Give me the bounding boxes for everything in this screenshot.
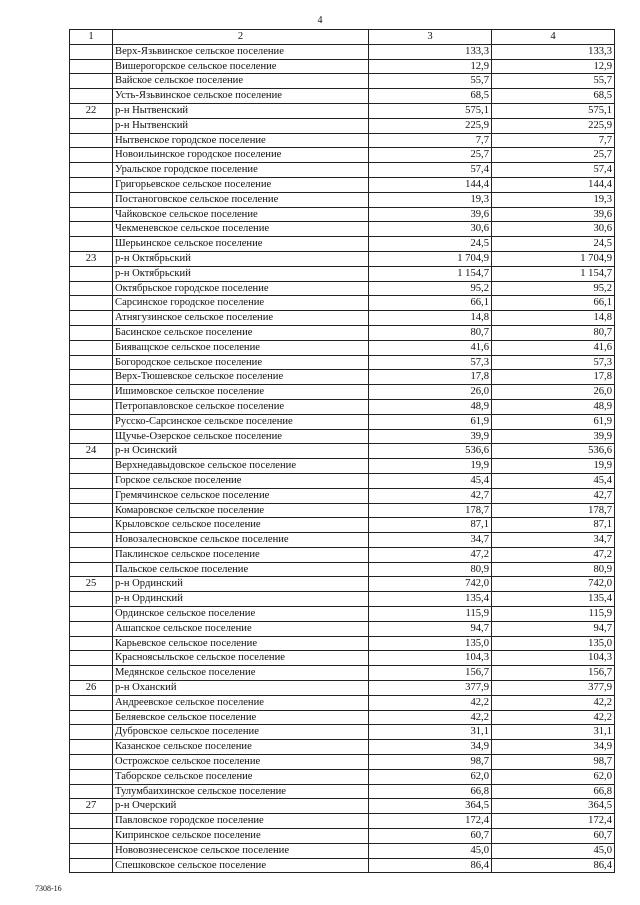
value-cell-3: 536,6 bbox=[369, 444, 492, 459]
table-row bbox=[70, 207, 615, 222]
table-row bbox=[70, 814, 615, 829]
table-row bbox=[70, 488, 615, 503]
row-number-cell bbox=[70, 547, 113, 562]
value-cell-4: 80,7 bbox=[492, 325, 615, 340]
name-cell: р-н Очерский bbox=[113, 799, 369, 814]
row-number-cell: 24 bbox=[70, 444, 113, 459]
value-cell-4: 24,5 bbox=[492, 237, 615, 252]
table-row bbox=[70, 89, 615, 104]
name-cell: Шерьинское сельское поселение bbox=[113, 237, 369, 252]
value-cell-4: 31,1 bbox=[492, 725, 615, 740]
row-number-cell bbox=[70, 843, 113, 858]
row-number-cell bbox=[70, 829, 113, 844]
value-cell-3: 41,6 bbox=[369, 340, 492, 355]
table-row bbox=[70, 281, 615, 296]
value-cell-4: 62,0 bbox=[492, 769, 615, 784]
value-cell-3: 135,0 bbox=[369, 636, 492, 651]
value-cell-4: 133,3 bbox=[492, 44, 615, 59]
value-cell-4: 156,7 bbox=[492, 666, 615, 681]
name-cell: Сарсинское городское поселение bbox=[113, 296, 369, 311]
name-cell: Красноясыльское сельское поселение bbox=[113, 651, 369, 666]
row-number-cell bbox=[70, 518, 113, 533]
value-cell-4: 104,3 bbox=[492, 651, 615, 666]
name-cell: р-н Октябрьский bbox=[113, 251, 369, 266]
value-cell-3: 17,8 bbox=[369, 370, 492, 385]
value-cell-3: 34,7 bbox=[369, 533, 492, 548]
table-row bbox=[70, 710, 615, 725]
value-cell-4: 98,7 bbox=[492, 755, 615, 770]
table-row bbox=[70, 607, 615, 622]
name-cell: Новоильинское городское поселение bbox=[113, 148, 369, 163]
name-cell: Атнягузинское сельское поселение bbox=[113, 311, 369, 326]
name-cell: Чекменевское сельское поселение bbox=[113, 222, 369, 237]
name-cell: Русско-Сарсинское сельское поселение bbox=[113, 414, 369, 429]
name-cell: Медянское сельское поселение bbox=[113, 666, 369, 681]
value-cell-4: 17,8 bbox=[492, 370, 615, 385]
row-number-cell bbox=[70, 281, 113, 296]
value-cell-3: 45,4 bbox=[369, 473, 492, 488]
name-cell: р-н Оханский bbox=[113, 681, 369, 696]
value-cell-4: 1 704,9 bbox=[492, 251, 615, 266]
row-number-cell bbox=[70, 355, 113, 370]
name-cell: Щучье-Озерское сельское поселение bbox=[113, 429, 369, 444]
value-cell-3: 47,2 bbox=[369, 547, 492, 562]
table-row bbox=[70, 681, 615, 696]
value-cell-4: 39,6 bbox=[492, 207, 615, 222]
name-cell: р-н Осинский bbox=[113, 444, 369, 459]
value-cell-4: 45,0 bbox=[492, 843, 615, 858]
name-cell: Казанское сельское поселение bbox=[113, 740, 369, 755]
value-cell-3: 172,4 bbox=[369, 814, 492, 829]
row-number-cell bbox=[70, 177, 113, 192]
value-cell-3: 42,2 bbox=[369, 695, 492, 710]
row-number-cell bbox=[70, 148, 113, 163]
row-number-cell bbox=[70, 266, 113, 281]
name-cell: Таборское сельское поселение bbox=[113, 769, 369, 784]
budget-table bbox=[69, 29, 615, 873]
value-cell-3: 45,0 bbox=[369, 843, 492, 858]
row-number-cell bbox=[70, 858, 113, 873]
table-row bbox=[70, 562, 615, 577]
value-cell-3: 24,5 bbox=[369, 237, 492, 252]
name-cell: р-н Нытвенский bbox=[113, 103, 369, 118]
value-cell-4: 39,9 bbox=[492, 429, 615, 444]
value-cell-4: 12,9 bbox=[492, 59, 615, 74]
name-cell: Гремячинское сельское поселение bbox=[113, 488, 369, 503]
value-cell-3: 30,6 bbox=[369, 222, 492, 237]
name-cell: р-н Октябрьский bbox=[113, 266, 369, 281]
value-cell-4: 30,6 bbox=[492, 222, 615, 237]
table-row bbox=[70, 385, 615, 400]
value-cell-3: 87,1 bbox=[369, 518, 492, 533]
row-number-cell bbox=[70, 192, 113, 207]
table-row bbox=[70, 355, 615, 370]
value-cell-3: 14,8 bbox=[369, 311, 492, 326]
value-cell-4: 95,2 bbox=[492, 281, 615, 296]
value-cell-3: 62,0 bbox=[369, 769, 492, 784]
value-cell-3: 48,9 bbox=[369, 399, 492, 414]
name-cell: Беляевское сельское поселение bbox=[113, 710, 369, 725]
table-row bbox=[70, 163, 615, 178]
table-row bbox=[70, 547, 615, 562]
value-cell-3: 61,9 bbox=[369, 414, 492, 429]
row-number-cell bbox=[70, 296, 113, 311]
row-number-cell bbox=[70, 414, 113, 429]
row-number-cell bbox=[70, 503, 113, 518]
name-cell: Верх-Тюшевское сельское поселение bbox=[113, 370, 369, 385]
table-row bbox=[70, 251, 615, 266]
row-number-cell bbox=[70, 621, 113, 636]
table-row bbox=[70, 829, 615, 844]
table-row bbox=[70, 473, 615, 488]
value-cell-4: 66,1 bbox=[492, 296, 615, 311]
value-cell-3: 55,7 bbox=[369, 74, 492, 89]
row-number-cell bbox=[70, 533, 113, 548]
value-cell-3: 34,9 bbox=[369, 740, 492, 755]
name-cell: Усть-Язьвинское сельское поселение bbox=[113, 89, 369, 104]
value-cell-4: 61,9 bbox=[492, 414, 615, 429]
value-cell-4: 41,6 bbox=[492, 340, 615, 355]
table-row bbox=[70, 133, 615, 148]
value-cell-4: 19,9 bbox=[492, 459, 615, 474]
name-cell: Басинское сельское поселение bbox=[113, 325, 369, 340]
table-row bbox=[70, 370, 615, 385]
name-cell: Чайковское сельское поселение bbox=[113, 207, 369, 222]
row-number-cell bbox=[70, 814, 113, 829]
value-cell-4: 7,7 bbox=[492, 133, 615, 148]
table-row bbox=[70, 44, 615, 59]
table-row bbox=[70, 59, 615, 74]
row-number-cell bbox=[70, 237, 113, 252]
row-number-cell bbox=[70, 385, 113, 400]
row-number-cell bbox=[70, 207, 113, 222]
value-cell-4: 364,5 bbox=[492, 799, 615, 814]
value-cell-3: 68,5 bbox=[369, 89, 492, 104]
row-number-cell: 25 bbox=[70, 577, 113, 592]
table-row bbox=[70, 755, 615, 770]
value-cell-3: 57,3 bbox=[369, 355, 492, 370]
table-row bbox=[70, 222, 615, 237]
table-row bbox=[70, 533, 615, 548]
value-cell-3: 19,9 bbox=[369, 459, 492, 474]
name-cell: Октябрьское городское поселение bbox=[113, 281, 369, 296]
name-cell: Ашапское сельское поселение bbox=[113, 621, 369, 636]
table-row bbox=[70, 518, 615, 533]
value-cell-4: 42,7 bbox=[492, 488, 615, 503]
value-cell-4: 55,7 bbox=[492, 74, 615, 89]
table-row bbox=[70, 429, 615, 444]
table-row bbox=[70, 799, 615, 814]
header-cell-1: 1 bbox=[70, 30, 113, 45]
value-cell-4: 1 154,7 bbox=[492, 266, 615, 281]
table-row bbox=[70, 695, 615, 710]
table-row bbox=[70, 784, 615, 799]
value-cell-4: 26,0 bbox=[492, 385, 615, 400]
row-number-cell bbox=[70, 488, 113, 503]
value-cell-3: 135,4 bbox=[369, 592, 492, 607]
header-cell-2: 2 bbox=[113, 30, 369, 45]
value-cell-4: 14,8 bbox=[492, 311, 615, 326]
value-cell-3: 115,9 bbox=[369, 607, 492, 622]
row-number-cell bbox=[70, 710, 113, 725]
value-cell-4: 60,7 bbox=[492, 829, 615, 844]
name-cell: Пальское сельское поселение bbox=[113, 562, 369, 577]
value-cell-3: 26,0 bbox=[369, 385, 492, 400]
name-cell: Вайское сельское поселение bbox=[113, 74, 369, 89]
table-row bbox=[70, 266, 615, 281]
name-cell: Острожское сельское поселение bbox=[113, 755, 369, 770]
value-cell-4: 68,5 bbox=[492, 89, 615, 104]
name-cell: Спешковское сельское поселение bbox=[113, 858, 369, 873]
value-cell-3: 66,1 bbox=[369, 296, 492, 311]
row-number-cell bbox=[70, 44, 113, 59]
row-number-cell bbox=[70, 473, 113, 488]
name-cell: Григорьевское сельское поселение bbox=[113, 177, 369, 192]
value-cell-4: 57,3 bbox=[492, 355, 615, 370]
name-cell: Кипринское сельское поселение bbox=[113, 829, 369, 844]
table-body bbox=[70, 44, 615, 873]
value-cell-3: 178,7 bbox=[369, 503, 492, 518]
table-row bbox=[70, 666, 615, 681]
value-cell-3: 742,0 bbox=[369, 577, 492, 592]
value-cell-4: 144,4 bbox=[492, 177, 615, 192]
name-cell: Богородское сельское поселение bbox=[113, 355, 369, 370]
row-number-cell bbox=[70, 325, 113, 340]
value-cell-4: 25,7 bbox=[492, 148, 615, 163]
name-cell: р-н Ординский bbox=[113, 592, 369, 607]
value-cell-4: 172,4 bbox=[492, 814, 615, 829]
row-number-cell bbox=[70, 459, 113, 474]
name-cell: Уральское городское поселение bbox=[113, 163, 369, 178]
row-number-cell bbox=[70, 755, 113, 770]
table-row bbox=[70, 296, 615, 311]
value-cell-3: 95,2 bbox=[369, 281, 492, 296]
value-cell-3: 7,7 bbox=[369, 133, 492, 148]
table-row bbox=[70, 858, 615, 873]
row-number-cell bbox=[70, 89, 113, 104]
name-cell: Карьевское сельское поселение bbox=[113, 636, 369, 651]
value-cell-3: 39,6 bbox=[369, 207, 492, 222]
value-cell-3: 60,7 bbox=[369, 829, 492, 844]
row-number-cell bbox=[70, 163, 113, 178]
name-cell: Крыловское сельское поселение bbox=[113, 518, 369, 533]
row-number-cell bbox=[70, 118, 113, 133]
value-cell-4: 94,7 bbox=[492, 621, 615, 636]
table-row bbox=[70, 740, 615, 755]
table-row bbox=[70, 118, 615, 133]
table-row bbox=[70, 340, 615, 355]
row-number-cell bbox=[70, 651, 113, 666]
value-cell-4: 47,2 bbox=[492, 547, 615, 562]
value-cell-3: 104,3 bbox=[369, 651, 492, 666]
value-cell-4: 80,9 bbox=[492, 562, 615, 577]
row-number-cell: 26 bbox=[70, 681, 113, 696]
row-number-cell bbox=[70, 133, 113, 148]
value-cell-4: 742,0 bbox=[492, 577, 615, 592]
value-cell-3: 1 154,7 bbox=[369, 266, 492, 281]
value-cell-3: 225,9 bbox=[369, 118, 492, 133]
footer-code: 7308-16 bbox=[35, 884, 62, 893]
name-cell: Паклинское сельское поселение bbox=[113, 547, 369, 562]
value-cell-3: 156,7 bbox=[369, 666, 492, 681]
page-number: 4 bbox=[317, 15, 323, 26]
value-cell-4: 178,7 bbox=[492, 503, 615, 518]
row-number-cell bbox=[70, 725, 113, 740]
table-row bbox=[70, 103, 615, 118]
value-cell-4: 135,4 bbox=[492, 592, 615, 607]
value-cell-4: 42,2 bbox=[492, 710, 615, 725]
row-number-cell bbox=[70, 59, 113, 74]
value-cell-3: 1 704,9 bbox=[369, 251, 492, 266]
table-row bbox=[70, 843, 615, 858]
value-cell-3: 133,3 bbox=[369, 44, 492, 59]
value-cell-4: 575,1 bbox=[492, 103, 615, 118]
row-number-cell bbox=[70, 695, 113, 710]
value-cell-4: 377,9 bbox=[492, 681, 615, 696]
table-row bbox=[70, 74, 615, 89]
row-number-cell bbox=[70, 784, 113, 799]
value-cell-4: 42,2 bbox=[492, 695, 615, 710]
row-number-cell bbox=[70, 340, 113, 355]
name-cell: Горское сельское поселение bbox=[113, 473, 369, 488]
value-cell-3: 144,4 bbox=[369, 177, 492, 192]
table-row bbox=[70, 325, 615, 340]
name-cell: Тулумбаихинское сельское поселение bbox=[113, 784, 369, 799]
table-row bbox=[70, 399, 615, 414]
row-number-cell bbox=[70, 429, 113, 444]
table-row bbox=[70, 769, 615, 784]
value-cell-4: 66,8 bbox=[492, 784, 615, 799]
name-cell: Нытвенское городское поселение bbox=[113, 133, 369, 148]
value-cell-3: 80,9 bbox=[369, 562, 492, 577]
value-cell-3: 42,2 bbox=[369, 710, 492, 725]
value-cell-3: 377,9 bbox=[369, 681, 492, 696]
table-row bbox=[70, 148, 615, 163]
table-row bbox=[70, 592, 615, 607]
header-cell-3: 3 bbox=[369, 30, 492, 45]
name-cell: Постаноговское сельское поселение bbox=[113, 192, 369, 207]
value-cell-4: 115,9 bbox=[492, 607, 615, 622]
row-number-cell: 22 bbox=[70, 103, 113, 118]
value-cell-3: 42,7 bbox=[369, 488, 492, 503]
row-number-cell bbox=[70, 592, 113, 607]
row-number-cell bbox=[70, 399, 113, 414]
value-cell-3: 66,8 bbox=[369, 784, 492, 799]
row-number-cell bbox=[70, 666, 113, 681]
table-row bbox=[70, 725, 615, 740]
name-cell: Бияващское сельское поселение bbox=[113, 340, 369, 355]
value-cell-4: 48,9 bbox=[492, 399, 615, 414]
row-number-cell bbox=[70, 636, 113, 651]
table-row bbox=[70, 636, 615, 651]
header-cell-4: 4 bbox=[492, 30, 615, 45]
name-cell: Дубровское сельское поселение bbox=[113, 725, 369, 740]
table-row bbox=[70, 503, 615, 518]
name-cell: р-н Ординский bbox=[113, 577, 369, 592]
value-cell-3: 80,7 bbox=[369, 325, 492, 340]
name-cell: Верхнедавыдовское сельское поселение bbox=[113, 459, 369, 474]
table-row bbox=[70, 311, 615, 326]
row-number-cell bbox=[70, 74, 113, 89]
name-cell: Новозалесновское сельское поселение bbox=[113, 533, 369, 548]
table-row bbox=[70, 651, 615, 666]
value-cell-4: 86,4 bbox=[492, 858, 615, 873]
value-cell-4: 87,1 bbox=[492, 518, 615, 533]
value-cell-3: 94,7 bbox=[369, 621, 492, 636]
value-cell-3: 364,5 bbox=[369, 799, 492, 814]
row-number-cell bbox=[70, 769, 113, 784]
name-cell: Ишимовское сельское поселение bbox=[113, 385, 369, 400]
table-row bbox=[70, 414, 615, 429]
value-cell-3: 575,1 bbox=[369, 103, 492, 118]
value-cell-4: 135,0 bbox=[492, 636, 615, 651]
value-cell-4: 45,4 bbox=[492, 473, 615, 488]
name-cell: р-н Нытвенский bbox=[113, 118, 369, 133]
name-cell: Вишерогорское сельское поселение bbox=[113, 59, 369, 74]
value-cell-3: 57,4 bbox=[369, 163, 492, 178]
table-row bbox=[70, 621, 615, 636]
name-cell: Павловское городское поселение bbox=[113, 814, 369, 829]
row-number-cell bbox=[70, 370, 113, 385]
row-number-cell bbox=[70, 740, 113, 755]
value-cell-3: 39,9 bbox=[369, 429, 492, 444]
table-row bbox=[70, 237, 615, 252]
table-row bbox=[70, 444, 615, 459]
value-cell-4: 225,9 bbox=[492, 118, 615, 133]
row-number-cell bbox=[70, 311, 113, 326]
table-row bbox=[70, 192, 615, 207]
value-cell-4: 34,9 bbox=[492, 740, 615, 755]
value-cell-4: 57,4 bbox=[492, 163, 615, 178]
value-cell-3: 19,3 bbox=[369, 192, 492, 207]
name-cell: Верх-Язьвинское сельское поселение bbox=[113, 44, 369, 59]
value-cell-4: 536,6 bbox=[492, 444, 615, 459]
value-cell-4: 34,7 bbox=[492, 533, 615, 548]
table-row bbox=[70, 577, 615, 592]
value-cell-3: 25,7 bbox=[369, 148, 492, 163]
value-cell-3: 86,4 bbox=[369, 858, 492, 873]
value-cell-3: 31,1 bbox=[369, 725, 492, 740]
value-cell-3: 98,7 bbox=[369, 755, 492, 770]
table-row bbox=[70, 459, 615, 474]
value-cell-3: 12,9 bbox=[369, 59, 492, 74]
table-header-row bbox=[70, 30, 615, 45]
name-cell: Ординское сельское поселение bbox=[113, 607, 369, 622]
name-cell: Андреевское сельское поселение bbox=[113, 695, 369, 710]
row-number-cell bbox=[70, 562, 113, 577]
row-number-cell bbox=[70, 607, 113, 622]
row-number-cell: 27 bbox=[70, 799, 113, 814]
name-cell: Петропавловское сельское поселение bbox=[113, 399, 369, 414]
value-cell-4: 19,3 bbox=[492, 192, 615, 207]
name-cell: Комаровское сельское поселение bbox=[113, 503, 369, 518]
table-row bbox=[70, 177, 615, 192]
name-cell: Нововознесенское сельское поселение bbox=[113, 843, 369, 858]
row-number-cell: 23 bbox=[70, 251, 113, 266]
row-number-cell bbox=[70, 222, 113, 237]
